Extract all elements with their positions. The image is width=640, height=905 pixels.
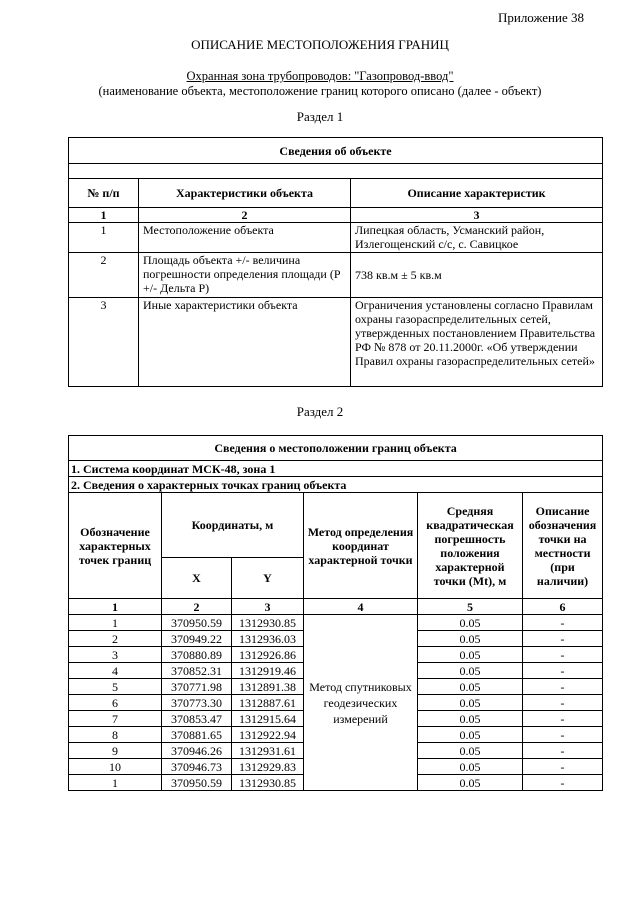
table-row bbox=[69, 223, 603, 253]
table-row bbox=[69, 615, 603, 631]
header-x: X bbox=[162, 558, 232, 599]
point-number: 10 bbox=[69, 759, 162, 775]
point-description: - bbox=[523, 663, 603, 679]
point-error: 0.05 bbox=[418, 727, 523, 743]
point-error: 0.05 bbox=[418, 663, 523, 679]
point-error: 0.05 bbox=[418, 743, 523, 759]
index-cell: 1 bbox=[69, 599, 162, 615]
point-description: - bbox=[523, 711, 603, 727]
point-x: 370771.98 bbox=[162, 679, 232, 695]
point-x: 370946.73 bbox=[162, 759, 232, 775]
point-error: 0.05 bbox=[418, 615, 523, 631]
header-y: Y bbox=[232, 558, 304, 599]
point-number: 5 bbox=[69, 679, 162, 695]
point-number: 1 bbox=[69, 775, 162, 791]
point-number: 9 bbox=[69, 743, 162, 759]
point-y: 1312936.03 bbox=[232, 631, 304, 647]
point-x: 370950.59 bbox=[162, 775, 232, 791]
point-x: 370881.65 bbox=[162, 727, 232, 743]
row-description: Ограничения установлены согласно Правилам охраны газораспределительных сетей, утвержденных постановлением Правительства РФ № 878 от 20.11.2000г. «Об утверждении Правил охраны газораспределительных сетей» bbox=[351, 298, 603, 387]
col-header-number: № п/п bbox=[69, 179, 139, 208]
row-number: 2 bbox=[69, 253, 139, 298]
boundary-points-table bbox=[68, 435, 603, 791]
point-y: 1312931.61 bbox=[232, 743, 304, 759]
point-x: 370950.59 bbox=[162, 615, 232, 631]
point-description: - bbox=[523, 631, 603, 647]
point-error: 0.05 bbox=[418, 775, 523, 791]
point-error: 0.05 bbox=[418, 695, 523, 711]
point-y: 1312929.83 bbox=[232, 759, 304, 775]
point-y: 1312930.85 bbox=[232, 615, 304, 631]
index-cell: 2 bbox=[162, 599, 232, 615]
index-cell: 3 bbox=[351, 208, 603, 223]
row-description: 738 кв.м ± 5 кв.м bbox=[351, 253, 603, 298]
object-info-title: Сведения об объекте bbox=[69, 138, 603, 164]
object-name: Охранная зона трубопроводов: "Газопровод-ввод" bbox=[186, 69, 454, 83]
section-2-label: Раздел 2 bbox=[296, 404, 344, 419]
point-y: 1312922.94 bbox=[232, 727, 304, 743]
col-header-description: Описание характеристик bbox=[351, 179, 603, 208]
point-error: 0.05 bbox=[418, 631, 523, 647]
index-cell: 1 bbox=[69, 208, 139, 223]
point-description: - bbox=[523, 775, 603, 791]
point-number: 2 bbox=[69, 631, 162, 647]
point-x: 370773.30 bbox=[162, 695, 232, 711]
header-point: Обозначение характерных точек границ bbox=[69, 493, 162, 599]
point-error: 0.05 bbox=[418, 647, 523, 663]
table-row bbox=[69, 298, 603, 387]
row-characteristic: Площадь объекта +/- величина погрешности определения площади (P +/- Дельта P) bbox=[139, 253, 351, 298]
boundary-table-title: Сведения о местоположении границ объекта bbox=[69, 436, 603, 461]
point-number: 4 bbox=[69, 663, 162, 679]
spacer-row bbox=[69, 164, 603, 179]
point-number: 8 bbox=[69, 727, 162, 743]
document-title: ОПИСАНИЕ МЕСТОПОЛОЖЕНИЯ ГРАНИЦ bbox=[191, 37, 449, 52]
point-error: 0.05 bbox=[418, 711, 523, 727]
point-description: - bbox=[523, 727, 603, 743]
index-cell: 6 bbox=[523, 599, 603, 615]
row-description: Липецкая область, Усманский район, Излегощенский с/с, с. Савицкое bbox=[351, 223, 603, 253]
point-description: - bbox=[523, 743, 603, 759]
header-description: Описание обозначения точки на местности (при наличии) bbox=[523, 493, 603, 599]
point-x: 370852.31 bbox=[162, 663, 232, 679]
point-y: 1312926.86 bbox=[232, 647, 304, 663]
index-cell: 3 bbox=[232, 599, 304, 615]
table-row bbox=[69, 253, 603, 298]
point-number: 3 bbox=[69, 647, 162, 663]
point-number: 6 bbox=[69, 695, 162, 711]
point-x: 370853.47 bbox=[162, 711, 232, 727]
row-number: 1 bbox=[69, 223, 139, 253]
method-cell: Метод спутниковых геодезических измерений bbox=[304, 615, 418, 791]
point-x: 370949.22 bbox=[162, 631, 232, 647]
point-y: 1312919.46 bbox=[232, 663, 304, 679]
point-error: 0.05 bbox=[418, 759, 523, 775]
point-number: 7 bbox=[69, 711, 162, 727]
point-error: 0.05 bbox=[418, 679, 523, 695]
point-y: 1312891.38 bbox=[232, 679, 304, 695]
header-method: Метод определения координат характерной точки bbox=[304, 493, 418, 599]
object-caption: (наименование объекта, местоположение границ которого описано (далее - объект) bbox=[98, 84, 542, 98]
point-description: - bbox=[523, 679, 603, 695]
point-description: - bbox=[523, 615, 603, 631]
point-y: 1312930.85 bbox=[232, 775, 304, 791]
index-cell: 4 bbox=[304, 599, 418, 615]
row-characteristic: Иные характеристики объекта bbox=[139, 298, 351, 387]
index-cell: 2 bbox=[139, 208, 351, 223]
points-title: 2. Сведения о характерных точках границ объекта bbox=[69, 477, 603, 493]
point-description: - bbox=[523, 695, 603, 711]
header-coords: Координаты, м bbox=[162, 493, 304, 558]
header-error: Средняя квадратическая погрешность положения характерной точки (Mt), м bbox=[418, 493, 523, 599]
point-description: - bbox=[523, 759, 603, 775]
coordinate-system: 1. Система координат МСК-48, зона 1 bbox=[69, 461, 603, 477]
point-x: 370880.89 bbox=[162, 647, 232, 663]
point-number: 1 bbox=[69, 615, 162, 631]
col-header-characteristic: Характеристики объекта bbox=[139, 179, 351, 208]
point-description: - bbox=[523, 647, 603, 663]
point-y: 1312915.64 bbox=[232, 711, 304, 727]
object-info-table bbox=[68, 137, 603, 387]
row-number: 3 bbox=[69, 298, 139, 387]
appendix-number: Приложение 38 bbox=[497, 10, 584, 25]
section-1-label: Раздел 1 bbox=[296, 109, 344, 124]
point-x: 370946.26 bbox=[162, 743, 232, 759]
point-y: 1312887.61 bbox=[232, 695, 304, 711]
index-cell: 5 bbox=[418, 599, 523, 615]
row-characteristic: Местоположение объекта bbox=[139, 223, 351, 253]
